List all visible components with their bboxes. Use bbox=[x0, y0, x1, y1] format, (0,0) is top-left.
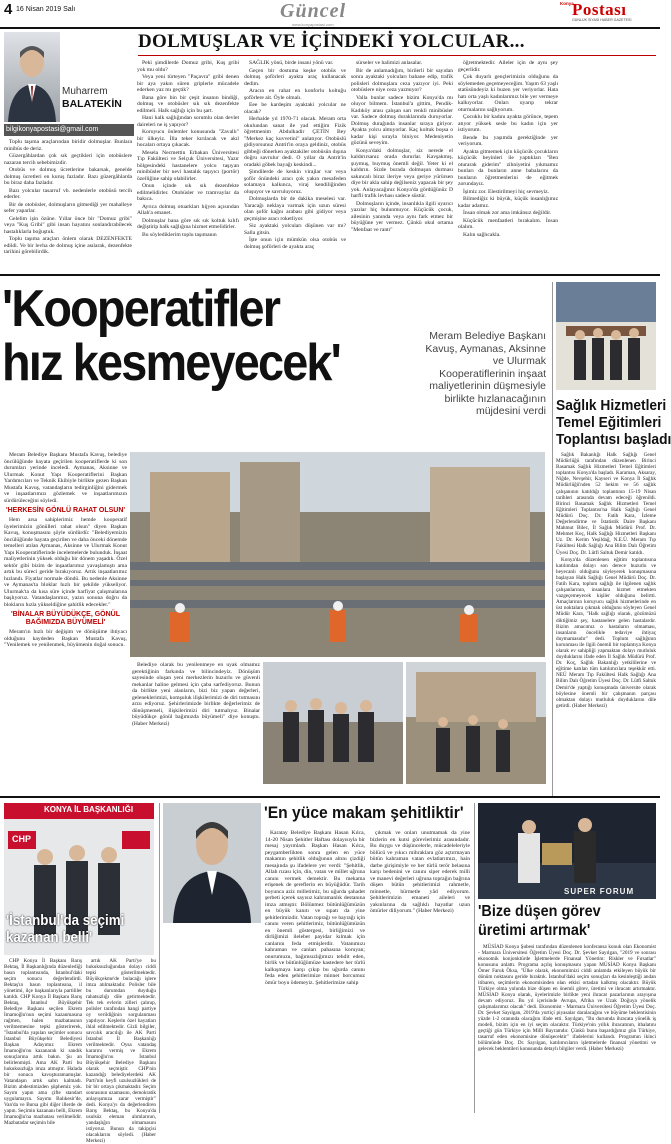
story5-photo-text: SUPER FORUM bbox=[564, 887, 635, 896]
author-email[interactable]: bilgikonyapostasi@gmail.com bbox=[4, 124, 134, 136]
story2-headline-line3: Toplantısı başladı bbox=[556, 432, 671, 448]
story4-divider bbox=[474, 803, 475, 1113]
story3-photo bbox=[4, 803, 154, 955]
right-column-divider bbox=[552, 282, 553, 797]
column-bottom-rule bbox=[0, 274, 660, 276]
story2-photo bbox=[556, 282, 656, 390]
story1-col2: Belediye olarak bu yenilenmeye en uyak olmamız gerektiğinin farkında ve bilincindeyiz. Dönüşüm sayesinde oluşan yeni merkezlerin huzurlu ve güvenli mekanlar haline gelmesi için çaba sarfediyoruz. Bunun da birlikte yeni alanların, bizi biz yapan değerleri, geleneklerimizi, komşuluk ilişkilerimizi de diri tutmasını arzu ediyoruz. Şehirlerimizde birlikte değerlerimiz de dönüşmemeli, ilişkilerimizi diri tutmalıyız. Binalar büyüdükçe gönül bağımızda büyümeli" diye konuştu. (Haber Merkezi) bbox=[132, 662, 260, 727]
mayor-portrait-icon bbox=[163, 803, 261, 923]
section-title: Güncel bbox=[280, 0, 346, 22]
story5-headline bbox=[478, 902, 660, 940]
story3-col2: artık AK Parti'ye bu hukuksuzluğundan dolayı ciddi tepki gösterilmektedir. Büyükçekme'de bulacağı işlere imza atılmaktadır. Polisler bile bu durumdan duyduğu rahatsızlığı dile getirmektedir. Tek tek evlerin zilleri çalınıp, polisler tarafından hangi partiye oy verildiğinin sorgulanması yapılıyor. Keşlerin özel hayatları ihlal edilmektedir. Gizli bilgiler, savcılık aracılığı ile AK Parti İstanbul İl Başkanlığı verilmektedir. Oysa vatandaş kararını vermiş ve Ekrem İmamoğlu'nu İstanbul Büyükşehir Belediye Başkanı olarak seçmiştir. CHP'nin kazandığı belediyelerdeki AK Parti'nin keyfi uzulsuzlükleri de bir bir ortaya çıkmaktadır. Seçim sonrasının uzamasını, demokratik anlayışımıza zarar vermiştir" dedi. Konya'yı da değerlendiren Barış Bektaş, bu Konya'da usulsüz eleman alımlarının, yandaşlığın olmamasını istiyoruz. Bunun da takipçisi olacaklarını söyledi. (Haber Merkezi) bbox=[86, 958, 156, 1144]
logo-subtitle: GÜNLÜK SİYASİ HABER GAZETESİ bbox=[572, 18, 632, 22]
story5-photo bbox=[478, 803, 656, 899]
story1-deck: Meram Belediye Başkanı Kavuş, Aymanas, Aksinne ve Ulurmak Kooperatiflerinin inşaat maliyetlerinin düşmesiyle birlikte hızlanacağının müjdesini verdi bbox=[425, 330, 546, 417]
officials-photo-icon bbox=[263, 662, 403, 784]
story3-col1: CHP Konya İl Başkanı Barış Bektaş, İl Başkanlığında düzenlediği basın toplantısında, İstanbul'daki seçim sonucu değerlendirdi. Bektaş'ın basın toplantısına, il yönetimi, ilçe başkanlarıyla partililer katıldı. CHP Konya İl Başkanı Barış Bektaş, İstanbul Büyükşehir Belediye Başkanı seçilen Ekrem İmamoğlu'nun seçimi kazanmasına rağmen, halen mazbatasının verilmemesine tepki gösterirerek, "İstanbul'da yapılan seçimler sonucu İstanbul Büyükşehir Belediyesi Başkan Adayımız Ekrem İmamoğlu'nu kazanarak ki sandık sonuçlarına artık bakın. Şu an belirlenmişti. Ama AK Parti bu hukuksuzluğa imza atmıştır. Halada bir sonuca kavuşturamamışlar. Vatandaşın artık sabrı kalmadı. Bizim abdestimizden şüphemiz yok. Sayım yapın ama çifte standart uygulamayın. Sayımı Balıkesir'de, Van'da ve Bursa gibi diğer illerde de yapın. Seçimin kazananı belli, Ekrem İmamoğlu'na mazbatası verilmelidir. Mazbatadar seçimin bile bbox=[4, 958, 82, 1126]
story5-headline-line1: 'Bize düşen görev bbox=[478, 903, 601, 920]
story1-main-photo bbox=[130, 452, 545, 657]
column-col2: Peki şimdilerde Domuz gribi, Kuş gribi yok mu oldu? Veya yeni türteyen "Paçavra" gribi denen bir aya yakın süren griplerle mücadele ederken yaz mı geçtik? Bana göre bin bir çeşit insanın bindiği, dolmuş ve otobüsler sık sık dezenfekte edilmeli. Halk sağlığı için bu şart. Hani halk sağlığından sorumlu olan devlet daireleri ne iş yapıyor? Koruyucu önlemler konusunda "Zavallı" bir ülkeyiz. İlla teker kırılacak ve akıl hocaları ortaya çıkacak. Mesela Necmettin Erbakan Üniversitesi Tıp Fakültesi ve Selçuk Üniversitesi, Yazır bölgesindeki hastanelere yolcu taşıyan minibüsler bir nevi hastalık taşıyıcı (portör) özelliğine sahip olabilirler. Onun içinde sık sık dezenfekte edilmelidirler. Otobüsler ve tramvaylar da bakıca. Ayrıca dolmuş otuarkları hijyen açısından Allah'a emanet. Dolmuşlar bana göre sık sık koltuk kılıfı değiştirip halk sağlığına hizmet etmelidirler. Bu söylediklerim toplu taşımanın bbox=[137, 60, 239, 238]
story5-body: MÜSİAD Konya Şubesi tarafından düzenlenen konferansa konuk olan Ekonomist - Marmara Üniversitesi Öğretim Üyesi Doç. Dr. Şevket Sayılgan, "2019 ve sonrası ekonomik konjonktürde İşletmelerde Finansal Yönetim: Riskler ve Fırsatlar" konusunu anlattı. Programa açılış konuşmasını yapan MÜSİAD Konya Başkanı Ömer Faruk Öksa, "Ülke olarak, ekonomimizi ciddi anlamda etkileyen büyük bir dönüm noktasını geride bıraktık. İstanbul'daki seçim sonuçları da kesinleştiği andan itibaren, seçimlerin ekonomisinden olan etkisi ortadan kalkmış olacaktır. Büyük Türkiye olma yolunda bize düşen en önemli görev, üretimi ve ihracatı artırmaktır. MÜSİAD Konya olarak, üyelerimizle birlikte yeni ihracat pazarlarının arayışına devam ediyoruz. Bu yıl içerisinde Avrupa, Afrika ve Uzak Doğuya yönelik çalışmalarımız olacak" dedi. Ekonomist - Marmara Üniversitesi Öğretim Üyesi Doç. Dr. Şevket Sayılgan, 2019'da yurtiçi piyasalar daralacağını ve büyüme beklentisinin yüzde 1-2 oranında olacağını ifade etti. Sayılgan, "Bu durumda ihracata yönelik iş modeli, bizim için en iyi seçim olacaktır. Türkiye'nin yıllık ihracatının, ithalatını geçtiği gün Türkiye için Milli Bayramdır. Çünkü bunu başardığımız gün Türkiye, tasarruf eden ekonomisine dönüşecektir" ifadelerini kullandı. Programın ikinci bölümünde Doç. Dr. Sayılgan, katılımcıların işletmelerde finansal yönetimi ve gelecek beklentileri konusunda detaylı bilgiler verdi. (Haber Merkezi) bbox=[478, 944, 656, 1052]
page-number: 4 bbox=[4, 1, 13, 18]
site-url: www.konyapostasi.com bbox=[292, 22, 334, 27]
column-headline: DOLMUŞLAR VE İÇİNDEKİ YOLCULAR... bbox=[138, 31, 525, 52]
logo-prefix: Konya bbox=[560, 1, 574, 6]
story1-subhead2: 'BİNALAR BÜYÜDÜKÇE, GÖNÜL BAĞIMIZDA BÜYÜMELİ' bbox=[11, 611, 120, 626]
header-rule bbox=[0, 27, 660, 29]
conference-photo-icon bbox=[556, 282, 656, 390]
column-col1: Toplu taşıma araçlarından biridir dolmuşlar. Bunlara minibüs de deriz. Güzergâhlardan çok sık geçtikleri için otobüslere nazaran tercih sebebimizdir. Otobüs ve dolmuş ücretlerine bakarsak, genelde dolmuş ücretleri en kuruş fazladır. Bazı güzergâhlarda bu biraz daha fazladır. Bazı yolcular tasarruf vb. nedenlerle otobüsü tercih ederler. Bir de otobüsler, dolmuşların gitmediği yer mahalleye sefer yaparlar. Gelelim işin özüne. Yıllar önce bir "Domuz gribi" veya "Kuş Gribi" gibi insan hayatını sonlandırabilecek hastalıklarla boğuştuk. Toplu taşıma araçları önlem olarak DEZENFEKTE edildi. Ve bir levha de dolmuş içine asılarak, dezenfekte tarihini görebilirdik. bbox=[4, 139, 132, 255]
column-col4: sürseler ve halimizi anlasalar. Bir de anlamadığım, birilerli bir sayıdan sonra ayaktaki yolcuları bahane edip, trafik polisleri dolmuşlara ceza yazıyor iyi. Peki otobüslere niye ceza yazmıyor? Valla bunlar sadece bizim Konya'da mı oluyor bilmem. İstanbul'a gittim, Pendik-Kadıköy arası çalışan sarı renkli minibüsler var. Sadece dolmuş duraklarında duruyorlar. Dolmuş durağında insanlar sıraya giriyor. Ayakta yolcu almıyorlar. Kaç koltuk boşsa o kadar kişi sırayla biniyor. Medeniyetin gözünü seveyim. Konya'daki dolmuşlar, siz nerede el kaldırırsanız orada dururlar. Kavşakmış, şuymuş, buymuş önemli değil. Yeter ki el kaldırın. Sizde burada dolmuşun durması sakıncalı biraz ileriye veya geriye yürürsen diye bir akla sahip değilseniz yapacak bir şey yok. Anlayacağınız Konya'da gördüğünüz D harfli trafik levhası sadece süstür. Dolmuşların içinde, insanlıkla ilgili uyarıcı yazılar hiç bulunmuyor. Küçücük çocuk, ailesinin yanında veya aynı fark etmez bir büyüğüne yer vermez. Çünkü okul ortama "Menfaat ve rantı" bbox=[351, 60, 453, 233]
story1-subhead1: 'HERKESİN GÖNLÜ RAHAT OLSUN' bbox=[5, 507, 126, 514]
story5-headline-line2: üretimi artırmak' bbox=[478, 922, 591, 939]
author-photo bbox=[4, 32, 60, 122]
story4-col1: Karatay Belediye Başkanı Hasan Kılca, 14-20 Nisan Şehitler Haftası dolayısıyla bir mesaj yayımladı. Başkan Hasan Kılca, peygamberlikten sonra gelen en yüce makamın şehitlik olduğunun altını çizdiği mesajında şu ifadelere yer verdi: "Şehitlik, Allah rızası için, din, vatan ve millet uğruna canını vermek demektir. Bu mekama erişenek de şereflerin en büyüğüdür. Tarih boyunca aziz milletimiz, bu uğurda şahadet şerbeti içerek sayısız kahramanlık destanına imza atmıştır. Bölünmez bütünlüğümüzün en büyük kanıtı ve sıpatı da yine şehitlerimizdir. Vatan toprağı ve bayrağı için canını veren şehitlerimiz, bütünlüğümüzün en önemli göstergesi, birliğimizi ve dirliğimizi ilelebet payidar kılmak için canlarını feda etmişlerdir. Vatanımızı kahraman ve canları pahasına koruyan; onurumuzu, bağımsızlığımızı tehdit eden, birlik ve bütünlüğümüze kastedere her türlü kalkışmaya karşı çıkıp bu uğurda canını feda eden şehitlerimize minnet borcumuz ömür boyu ödemeyiz. Şehitlerimize sahip bbox=[265, 830, 365, 986]
story1-headline bbox=[2, 282, 422, 390]
construction-site-icon bbox=[130, 452, 545, 657]
award-ceremony-icon bbox=[478, 803, 656, 899]
chp-logo: CHP bbox=[12, 834, 32, 844]
story4-headline: 'En yüce makam şehitliktir' bbox=[264, 803, 464, 822]
story1-photo-small-b bbox=[406, 662, 546, 784]
author-portrait-icon bbox=[4, 32, 60, 122]
story3-photo-banner: KONYA İL BAŞKANLIĞI bbox=[44, 805, 134, 814]
story2-headline bbox=[556, 398, 671, 449]
story3-divider bbox=[159, 803, 160, 1113]
story1-col1: Meram Belediye Başkanı Mustafa Kavuş, belediye öncülüğünde hayata geçirilen kooperatiflerde ki son durumları yerinde inceledi. Aymanas, Aksinne ve Ulurmak Konut Yapı Kooperatiflerini Başkan Yardımcıları ve Teknik Ekibiyle birlikte gezen Başkan Mustafa Kavuş, vatandaşların tedirginliğini gidermek ve inşaatlarımızı gözlemek ve inşaatlarımızın sürdürüleceğini söyledi. 'HERKESİN GÖNLÜ RAHAT OLSUN' Hem arsa sahiplerimiz hemde kooperatif üyelerimizin gönülleri rahat olsun" diyen Başkan Kavuş, konuşmasını şöyle sürdürdü: "Belediyemizin öncülüğünde hayata geçirilen ve daha önceki dönemde temelleri atılan Aymanas, Aksinne ve Ulurmak Konut Yapı Kooperatiflerinde incelemelerde bulunduk. İnşaat maliyetlerinin yüksek olduğu bir dönem yaşadık. Özel sektör gibi bizim de inşaatlarımız yavaşlamıştı ama artık bu süreci geride bırakıyoruz. Artık inşaatlarımız hızlandı. Fiyatlar normale döndü. Bu nedenle Aksinne ve Aymanas'ta bloklar hızlı bir şekilde yükseliyor. Ulurmak'ta da kısa süre içinde harfiyat çalışmalarına başlıyoruz. Vatandaşlarımız, yazın sonuna doğru da blokların hızla yükseldiğine şahitlik edecekler." 'BİNALAR BÜYÜDÜKÇE, GÖNÜL BAĞIMIZDA BÜYÜMELİ' Meram'ın hızlı bir değişim ve dönüşüme ihtiyacı olduğunu kaydeden Başkan Mustafa Kavuş, "Yenilemek ve yenilenmek, büyümenin doğal sonucu. bbox=[4, 452, 127, 648]
story2-headline-line1: Sağlık Hizmetleri bbox=[556, 398, 667, 414]
masthead bbox=[0, 0, 660, 28]
author-last-name: BALATEKİN bbox=[62, 98, 122, 110]
story4-photo bbox=[163, 803, 261, 923]
story1-headline-line2: hız kesmeyecek' bbox=[2, 334, 340, 392]
story4-col2: çıkmak ve onları unutmamak da yine bizlerin en kutsi görevlerimiz arasındadır. Bu duygu ve düşüncelerle, mücadeleleriyle bölücü ve yıkıcı mihraklara göz açtırmayan bütün kahraman vatan evlatlarımızı, hain darbe girişimiyle ve her türlü terör belasına karşı bedenini ve canını siper ederek milli ve manevi değerleri uğruna toprağın bağrına düşen bütün şehitlerimizi rahmetle, minnetle, hürmetle yâd ediyorum. Şehitlerimizin emaneti aileleri ve yakınlarına da sağlıklı hayatlar uzun ömürler diliyorum." (Haber Merkezi) bbox=[370, 830, 470, 914]
construction-visit-icon bbox=[406, 662, 546, 784]
author-first-name: Muharrem bbox=[62, 86, 108, 97]
story2-headline-line2: Temel Eğitimleri bbox=[556, 415, 662, 431]
issue-date: 16 Nisan 2019 Salı bbox=[16, 6, 76, 13]
story3-headline bbox=[6, 913, 154, 947]
newspaper-logo bbox=[560, 1, 656, 25]
column-col5: öğretmektedir. Aileler için de aynı şey geçerlidir. Çok duyarlı gençlerimizin olduğunu da söylemeden geçemeyeceğim. Yaşım 63 yaşlı statüsündeyiz ki buzen yer veriyorlar. Hata hatı orta yaşlı kadınlarımız bile yer vermeye kalkıyorlar. Onları uyarıp tekrar oturmalarını sağlıyorum. Çocuklu bir kadını ayakta görünce, tepem atıyor yüksek sesle bu kadın için yer istiyorum. Bende bu yaşımda gerektiğinde yer veriyorum. Ayakta gitmemek için küçücük çocukların küçücük beyinleri ile yaptıkları "Ben oturarak giderim" zihniyetini yıkmamız bunları da bunların anne babalarını da bunların öğretmenlerini de eğitmek zorundayız. İşimiz zor. Elestirilmeyi hiç sevmeyiz. Bilmediğiz ki büyük, küçük insanlığımız kadar adamız. İnsan olmak zor ama imkânsız değildir. Küçücük menfaatleri bırakalım. İnsan olalım. Kalın sağlıcakla. bbox=[458, 60, 558, 238]
story3-headline-line2: kazanan belli' bbox=[6, 930, 93, 946]
column-col3: SAĞLIK yönü, birde insani yönü var. Geçen bir dostuma keşke otobüs ve dolmuş şoförleri ayakta araç kullanacak dedim. Aracın en rahat en konforlu koltuğu şoförlere ait. Öyle olmalı. Eee be kardeşim ayaktaki yolcular ne olacak? Herhalde yıl 1970-71 olacak. Meram orta okulundan sanat ile yad ettiğim Fizik öğretmenim Abdulkadir ÇETİN Bey "Merkez kaç kuvvetini" anlatıyor. Otobüslü gidiyorsunuz Antrit'in oraya geldiniz, otobüs gibbeği dönerken ayaktakiler otobüsün dışına doğru savrulur dedi. O yıllar da Antrit'in oradaki göbek bayağı keskindi... Şimdilerde de keskin virajlar var veya şoför önündeki aracı çok yakın mesafeden solamaya kalkınca, viraj kendiliğinden oluşuyor ve savruluyoruz. Dolmuşlarda bir de dakika meselesi var. Yaracağı neklaya varmak için uzun süresi olan şoför kağnı arabası gibi gidiyor veya geçmişine aracı roketliyor. Siz ayaktaki yolcuları düşünen var mı? Salla gitsin. İşte onun için mümkün olsa otobüs ve dolmuş şoförleri de ayakta araç bbox=[244, 60, 346, 250]
story1-headline-line1: 'Kooperatifler bbox=[2, 280, 280, 338]
story2-bottom-rule bbox=[552, 796, 660, 798]
story2-body: Sağlık Bakanlığı Halk Sağlığı Genel Müdürlüğü tarafından düzenlenen Birinci Basamak Sağlık Hizmetleri Temel Eğitimleri toplantısı Konya'da başladı. Karaman, Aksaray, Niğde, Nevşehir, Kayseri ve Konya İl Sağlık Müdürlüğü'nden 52 hekim ve 56 sağlık çalışanının katıldığı toplantının 15-19 Nisan tarihleri arasında devam edeceği öğrenildi. Birinci Basamak Sağlık Hizmetleri Temel Eğitimleri Toplantısı'na Halk Sağlığı Genel Müdürü Doç. Dr. Fatih Kara, İzleme Değerlendirme ve İstatistik Daire Başkanı Mahmut Bilec, İl Sağlık Müdürü Prof. Dr. Mehmet Koç, Halk Sağlığı Hizmetleri Başkanı Uz. Dr. Kerim Yeşildağ, N.E.Ü. Meram Tıp Fakültesi Halk Sağlığı Ana Bilim Dalı Öğretim Üyesi Doç. Dr. Lütfi Saltuk Demir katıldı. Konya'da düzenlenen eğitim toplantısına katılımdan dolayı son derece huzurlu ve heyecanlı olduğunu söyleyerek konuşmasına başlayan Halk Sağlığı Genel Müdürü Doç. Dr. Fatih Kara, toplum sağlığı ile ilgilenen sağlık çalışanlarının, insanlara hizmet etmekten vazgeçemeyecek kişiler olduğunu belirtti. Amaçlarının koruyucu sağlık hizmetlerinde en üst noktalara çıkmak olduğunu söyleyen Genel Müdür Kara, "Halk sağlığı olarak, gözümüzü diktiğimiz şey, hastanelere gelen hastalardır. Bizim amacımız o hastaların olmaması, insanların öncelikle tedaviye ihtiyaç duymamasıdır" dedi. Toplum sağlığının korunması ile ilgili önemli bir toplantıya Konya olarak ev sahipliği yapmaktan dolayı mutluluk duyduklarını ifade eden İl Sağlık Müdürü Prof. Dr. Koç, Sağlık Bakanlığı yetkililerine ve eğitime katılan tüm katılımcılara teşekkür etti. NEÜ Meram Tıp Fakültesi Halk Sağlığı Ana Bilim Dalı Öğretim Üyesi Doç. Dr. Lütfi Saltuk Demir'de yaptığı konuşmada üniversite olarak böylesine önemli bir çalışmanın parçası olmaktan dolayı mutluluk duyduklarını dile getirdi. (Haber Merkezi) bbox=[556, 452, 656, 709]
story3-headline-line1: 'İstanbul'da seçimi bbox=[6, 913, 125, 929]
story1-bottom-rule bbox=[0, 796, 552, 798]
story1-photo-small-a bbox=[263, 662, 403, 784]
logo-text: Postası bbox=[572, 0, 627, 19]
column-headline-rule bbox=[138, 55, 656, 56]
